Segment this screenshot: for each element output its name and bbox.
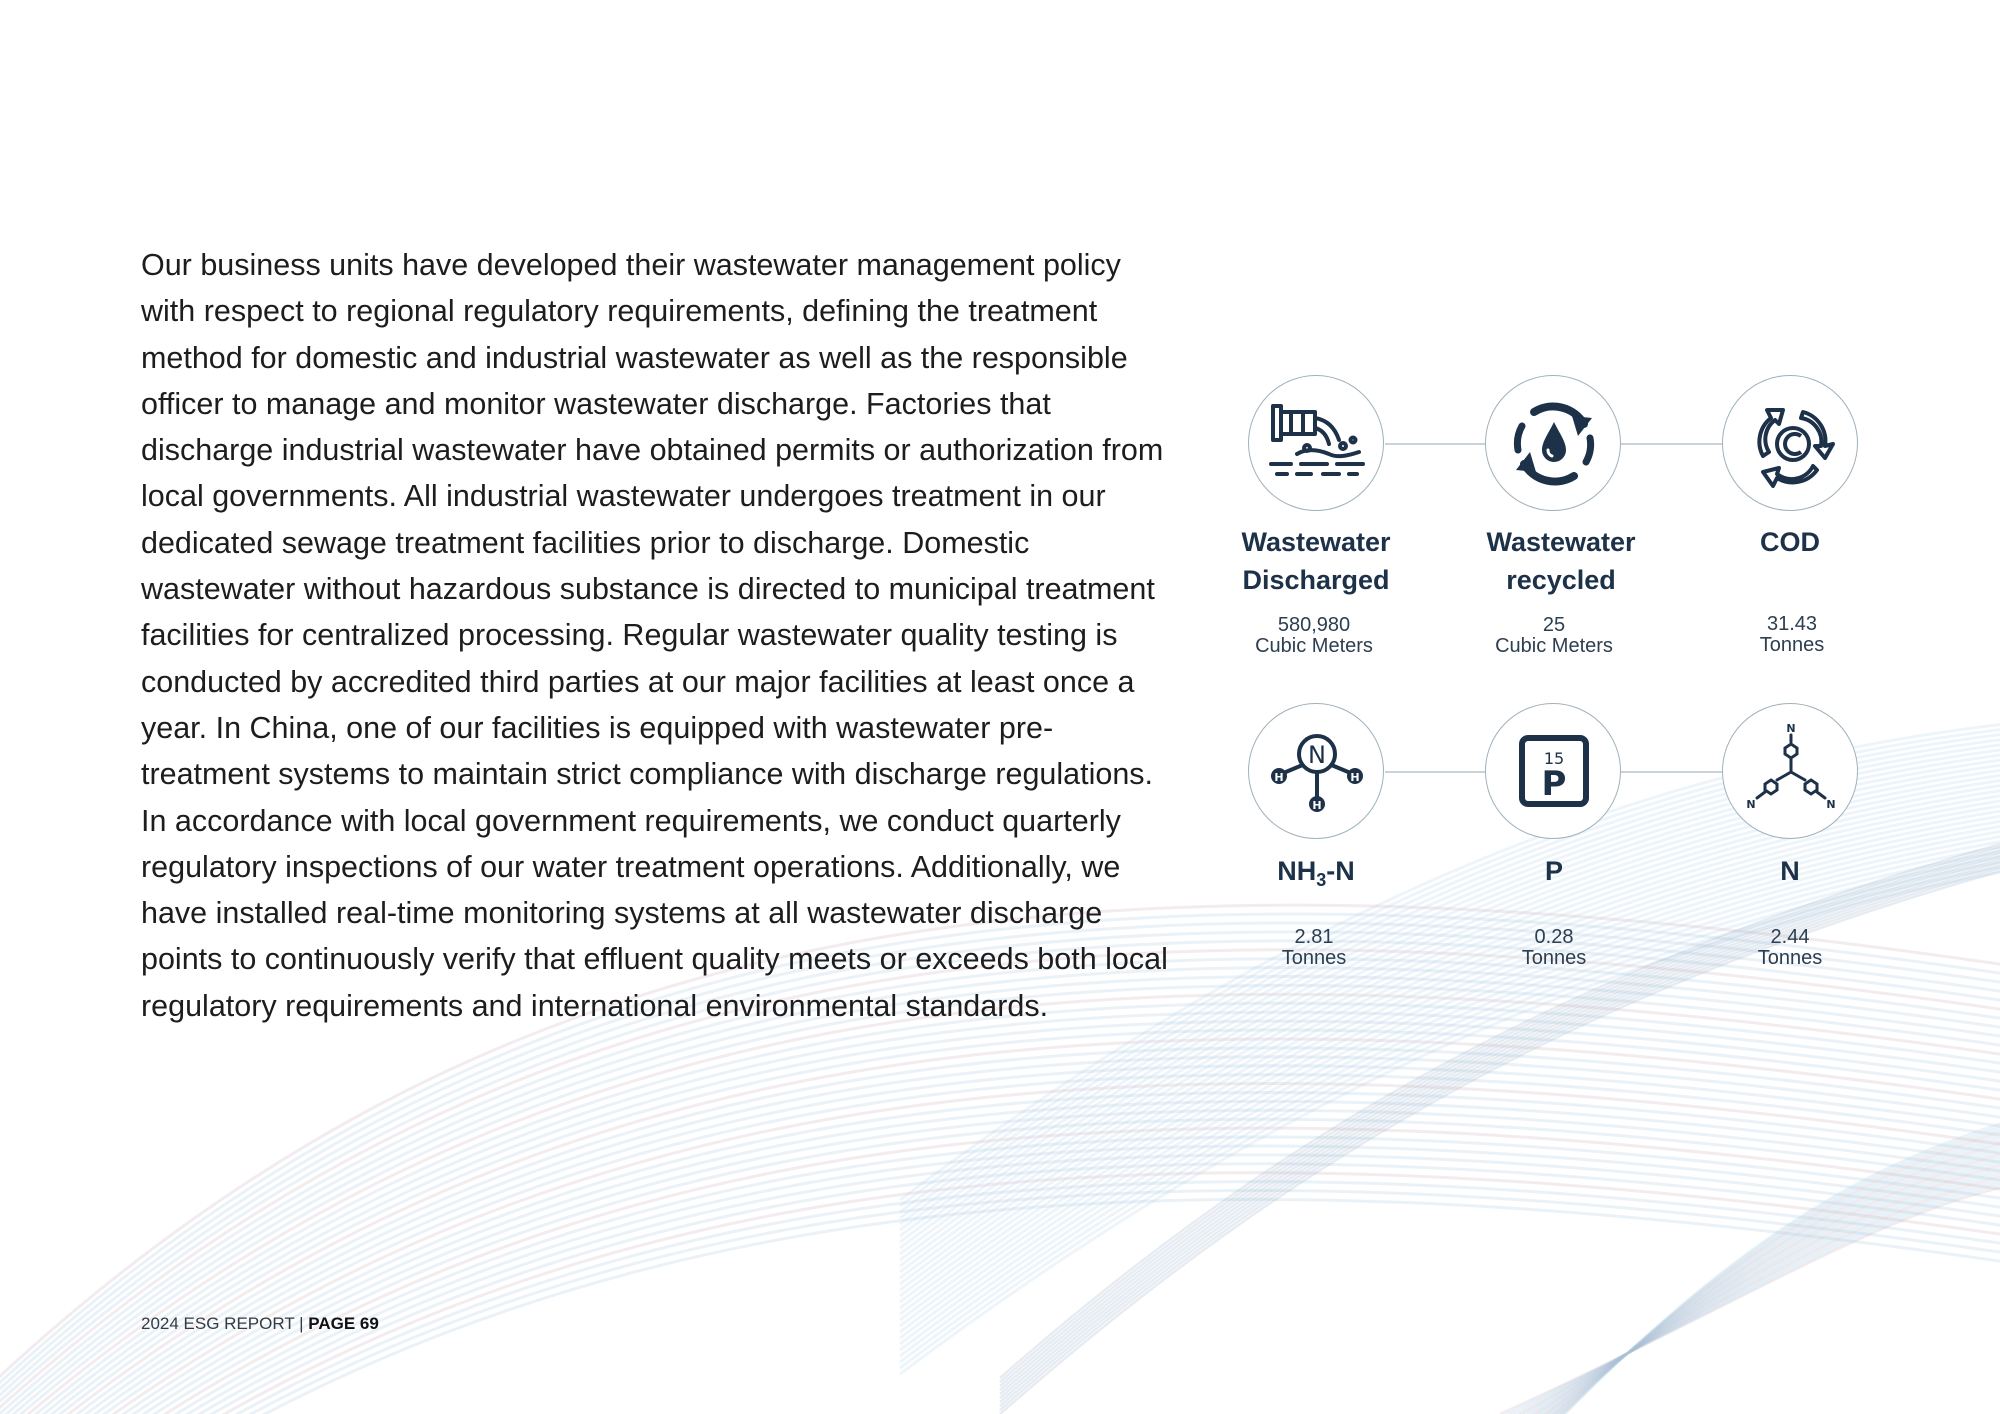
cod-cycle-icon <box>1741 394 1841 494</box>
svg-text:N: N <box>1786 722 1796 735</box>
metric-label: Wastewater recycled <box>1486 527 1636 595</box>
svg-text:N: N <box>1826 798 1836 811</box>
svg-text:H: H <box>1274 771 1284 784</box>
report-name: 2024 ESG REPORT | <box>141 1314 309 1333</box>
metric-label: $NH_3-N$ <box>1277 856 1355 890</box>
metric-label: COD <box>1760 527 1820 557</box>
metric-label: N <box>1780 856 1800 886</box>
phosphorus-element-icon <box>1504 722 1604 822</box>
connector-line <box>1621 443 1722 445</box>
svg-text:H: H <box>1350 771 1360 784</box>
metric-value: 0.28 Tonnes <box>1521 926 1587 969</box>
svg-text:H: H <box>1312 799 1322 812</box>
wastewater-discharge-icon <box>1267 394 1367 494</box>
phosphorus-icon-circle <box>1485 703 1621 839</box>
page-footer <box>141 1314 379 1334</box>
connector-line <box>1621 771 1722 773</box>
nitrogen-icon-circle <box>1722 703 1858 839</box>
metric-value: 25 Cubic Meters <box>1495 614 1613 657</box>
svg-text:P: P <box>1541 764 1567 804</box>
metric-label: Wastewater Discharged <box>1241 527 1391 595</box>
cod-icon-circle <box>1722 375 1858 511</box>
metric-value: 2.44 Tonnes <box>1757 926 1823 969</box>
metric-label: P <box>1544 856 1563 886</box>
wastewater-discharged-icon-circle <box>1248 375 1384 511</box>
svg-text:N: N <box>1746 798 1756 811</box>
svg-text:N: N <box>1308 741 1326 769</box>
water-recycle-icon <box>1504 394 1604 494</box>
nitrogen-molecule-icon <box>1741 722 1841 822</box>
svg-text:15: 15 <box>1543 749 1565 768</box>
page-number: PAGE 69 <box>308 1314 379 1333</box>
connector-line <box>1385 771 1485 773</box>
metric-value: 2.81 Tonnes <box>1281 926 1347 969</box>
connector-line <box>1385 443 1485 445</box>
wastewater-recycled-icon-circle <box>1485 375 1621 511</box>
ammonia-molecule-icon <box>1267 722 1367 822</box>
metric-value: 31.43 Tonnes <box>1759 613 1825 656</box>
metric-value: 580,980 Cubic Meters <box>1255 614 1373 657</box>
ammonia-icon-circle <box>1248 703 1384 839</box>
body-paragraph: Our business units have developed their wastewater management policy with respect to regional regulatory requirements, defining the treatment method for domestic and industrial wastewater as well as the responsible officer to manage and monitor wastewater discharge. Factories that discharge industrial wastewater have obtained permits or authorization from local governments. All industrial wastewater undergoes treatment in our dedicated sewage treatment facilities prior to discharge. Domestic wastewater without hazardous substance is directed to municipal treatment facilities for centralized processing. Regular wastewater quality testing is conducted by accredited third parties at our major facilities at least once a year. In China, one of our facilities is equipped with wastewater pre-treatment systems to maintain strict compliance with discharge regulations. In accordance with local government requirements, we conduct quarterly regulatory inspections of our water treatment operations. Additionally, we have installed real-time monitoring systems at all wastewater discharge points to continuously verify that effluent quality meets or exceeds both local regulatory requirements and international environmental standards. <box>141 248 1168 1023</box>
